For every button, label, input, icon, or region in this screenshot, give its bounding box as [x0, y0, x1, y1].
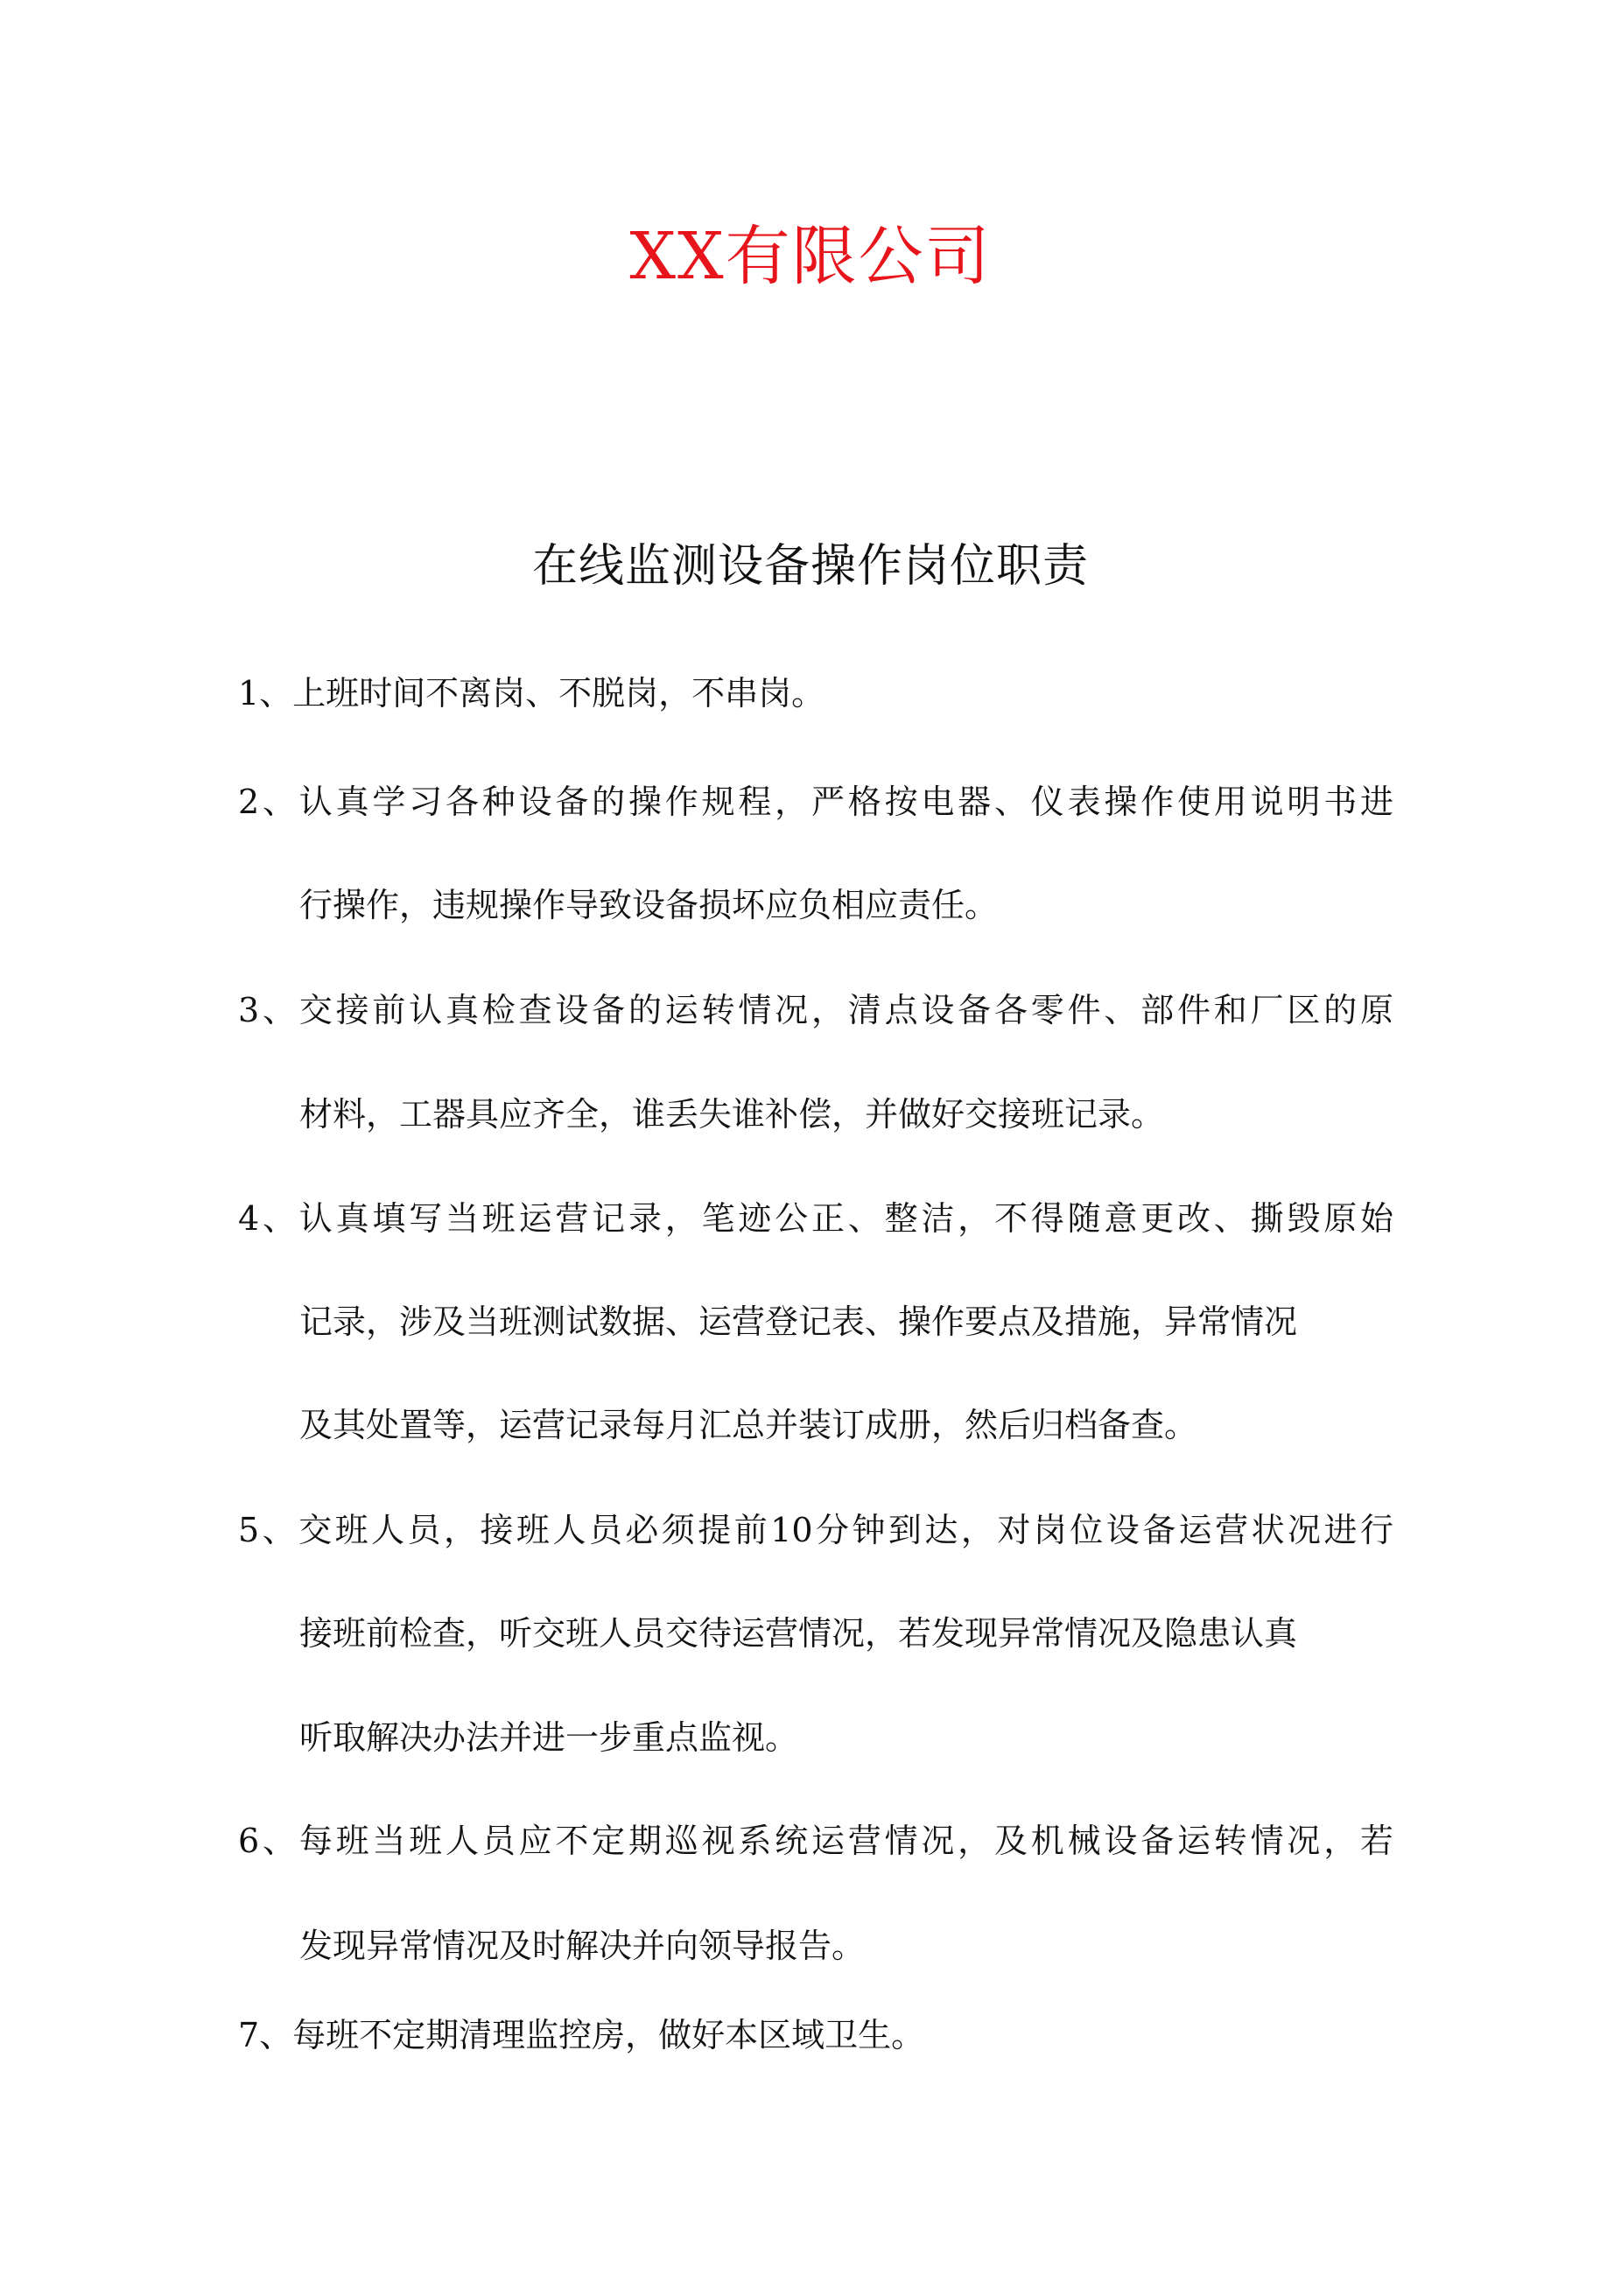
list-item-4-line-3: 及其处置等，运营记录每月汇总并装订成册，然后归档备查。 [299, 1406, 1198, 1444]
list-item-2-line-1: 2、认真学习各种设备的操作规程，严格按电器、仪表操作使用说明书进 [238, 783, 1393, 821]
list-item-4-line-1: 4、认真填写当班运营记录，笔迹公正、整洁，不得随意更改、撕毁原始 [238, 1199, 1393, 1238]
list-item-6-line-1: 6、每班当班人员应不定期巡视系统运营情况，及机械设备运转情况，若 [238, 1822, 1393, 1860]
list-item-1-line-1: 1、上班时间不离岗、不脱岗，不串岗。 [238, 674, 825, 713]
list-item-5-line-2: 接班前检查，听交班人员交待运营情况，若发现异常情况及隐患认真 [299, 1614, 1298, 1653]
list-item-5-line-3: 听取解决办法并进一步重点监视。 [299, 1718, 799, 1757]
company-name: XX有限公司 [629, 219, 992, 294]
list-item-6-line-2: 发现异常情况及时解决并向领导报告。 [299, 1927, 866, 1965]
list-item-2-line-2: 行操作，违规操作导致设备损坏应负相应责任。 [299, 886, 999, 924]
list-item-7-line-1: 7、每班不定期清理监控房，做好本区域卫生。 [238, 2016, 925, 2054]
list-item-3-line-2: 材料，工器具应齐全，谁丢失谁补偿，并做好交接班记录。 [299, 1095, 1165, 1134]
list-item-4-line-2: 记录，涉及当班测试数据、运营登记表、操作要点及措施，异常情况 [299, 1302, 1298, 1341]
list-item-5-line-1: 5、交班人员，接班人员必须提前10分钟到达，对岗位设备运营状况进行 [238, 1511, 1393, 1549]
list-item-3-line-1: 3、交接前认真检查设备的运转情况，清点设备各零件、部件和厂区的原 [238, 991, 1393, 1029]
document-title: 在线监测设备操作岗位职责 [531, 540, 1089, 593]
